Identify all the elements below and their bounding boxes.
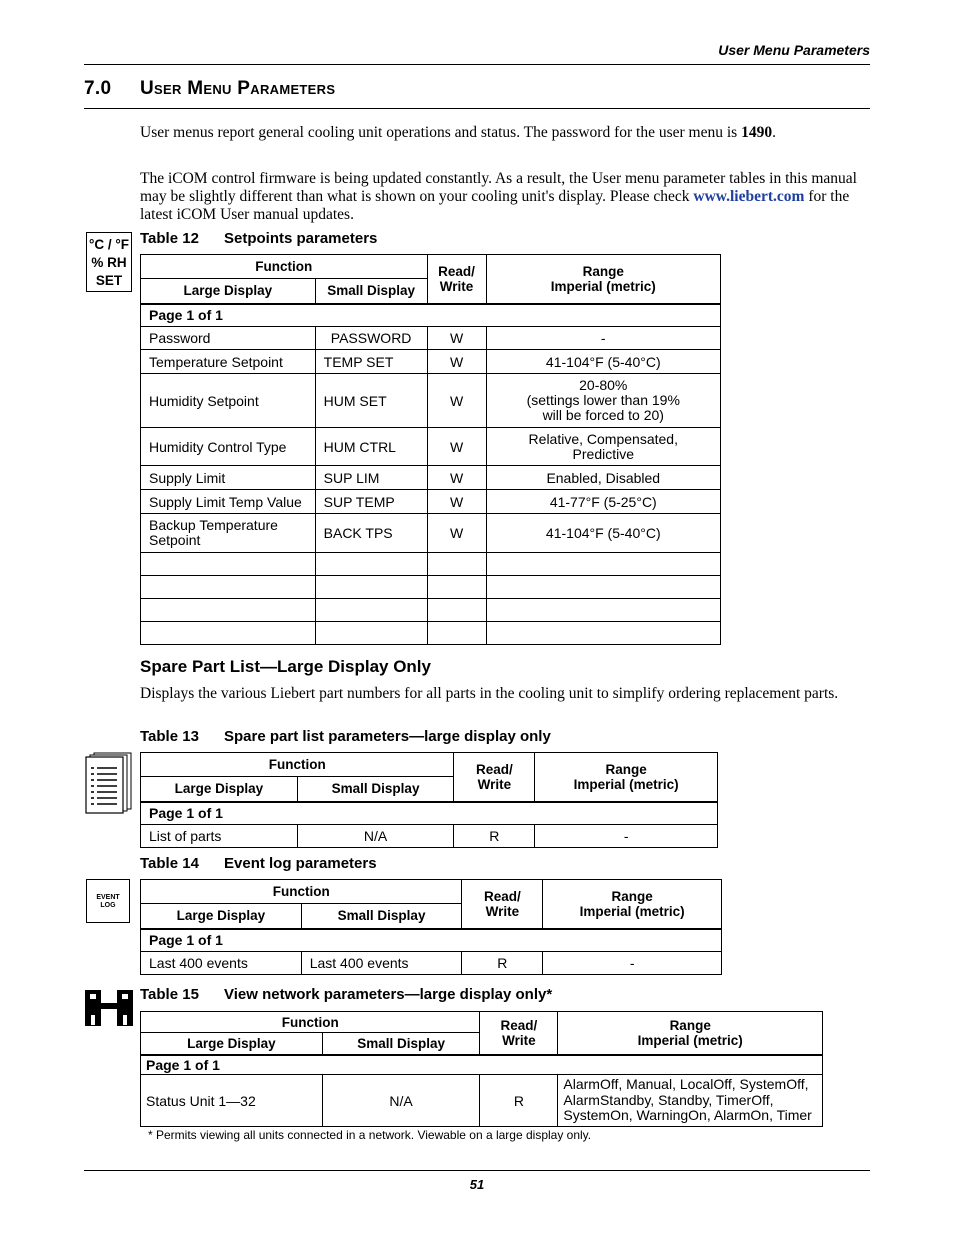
page-indicator: Page 1 of 1: [141, 1055, 823, 1075]
cell-small: TEMP SET: [315, 350, 427, 374]
table-row: [141, 825, 718, 848]
cell-large: Humidity Setpoint: [141, 374, 316, 428]
table-row: [141, 490, 721, 514]
write-label: Write: [485, 903, 520, 919]
running-header: User Menu Parameters: [718, 42, 870, 58]
table13-label: Table 13: [140, 728, 199, 745]
cell-large: Password: [141, 327, 316, 350]
spare-part-table: [140, 752, 718, 848]
cell-large: Humidity Control Type: [141, 428, 316, 466]
cell-rw: W: [427, 514, 486, 553]
cell-small: SUP LIM: [315, 466, 427, 490]
page-indicator: Page 1 of 1: [141, 929, 722, 952]
section-rule: [84, 108, 870, 109]
intro-paragraph-1: [140, 124, 870, 142]
parts-list-icon: [85, 752, 133, 814]
footer-rule: [84, 1170, 870, 1171]
empty-row: [141, 622, 721, 645]
cell-small: Last 400 events: [301, 952, 462, 975]
large-line: Backup Temperature: [149, 517, 278, 533]
cell-range: 41-104°F (5-40°C): [486, 350, 720, 374]
icon-line-log: LOG: [100, 902, 116, 909]
intro-p2-end: for the latest iCOM User manual updates.: [140, 188, 850, 223]
section-number: 7.0: [84, 78, 112, 99]
cell-range: 41-77°F (5-25°C): [486, 490, 720, 514]
table-row: [141, 428, 721, 466]
table-row: [141, 350, 721, 374]
write-label: Write: [477, 776, 512, 792]
cell-large: Supply Limit: [141, 466, 316, 490]
icon-line-rh: % RH: [91, 255, 127, 270]
cell-small: PASSWORD: [315, 327, 427, 350]
range-label: Range: [669, 1017, 711, 1033]
table-row: [141, 327, 721, 350]
table12-caption: [140, 230, 377, 247]
table-row: [141, 466, 721, 490]
setpoints-icon: [86, 232, 132, 292]
intro-p1-text: User menus report general cooling unit operations and status. The password for the user menu is: [140, 124, 742, 141]
range-line: will be forced to 20): [542, 407, 664, 423]
cell-rw: R: [462, 952, 543, 975]
imperial-label: Imperial (metric): [637, 1032, 743, 1048]
imperial-label: Imperial (metric): [550, 278, 656, 294]
cell-range: Enabled, Disabled: [486, 466, 720, 490]
col-large-display: Large Display: [141, 1033, 323, 1055]
write-label: Write: [439, 278, 474, 294]
col-range: [543, 880, 722, 929]
cell-small: SUP TEMP: [315, 490, 427, 514]
col-range: [486, 255, 720, 304]
range-label: Range: [582, 263, 624, 279]
table14-label: Table 14: [140, 855, 199, 872]
cell-small: BACK TPS: [315, 514, 427, 553]
icon-line-temp: °C / °F: [88, 237, 130, 252]
intro-p1-end: .: [772, 124, 776, 141]
cell-small: N/A: [322, 1075, 480, 1127]
cell-range: -: [486, 327, 720, 350]
range-line: SystemOn, WarningOn, AlarmOn, Timer: [563, 1107, 812, 1124]
col-large-display: Large Display: [141, 904, 302, 929]
table-row: [141, 514, 721, 553]
empty-row: [141, 599, 721, 622]
col-read-write: [462, 880, 543, 929]
range-label: Range: [611, 888, 653, 904]
cell-rw: W: [427, 374, 486, 428]
page-indicator: Page 1 of 1: [141, 802, 718, 825]
cell-range: [486, 428, 720, 466]
spare-part-subhead: Spare Part List—Large Display Only: [140, 657, 431, 676]
cell-large: Last 400 events: [141, 952, 302, 975]
large-line: Setpoint: [149, 532, 201, 548]
cell-rw: W: [427, 490, 486, 514]
imperial-label: Imperial (metric): [579, 903, 685, 919]
col-large-display: Large Display: [141, 777, 298, 802]
col-large-display: Large Display: [141, 279, 316, 304]
liebert-link[interactable]: www.liebert.com: [693, 188, 805, 205]
page-indicator: Page 1 of 1: [141, 304, 721, 327]
cell-large: List of parts: [141, 825, 298, 848]
spare-part-paragraph: Displays the various Liebert part numbers for all parts in the cooling unit to simplify ordering replacement parts.: [140, 685, 839, 702]
icon-line-set: SET: [95, 273, 123, 288]
imperial-label: Imperial (metric): [573, 776, 679, 792]
range-line: AlarmOff, Manual, LocalOff, SystemOff,: [563, 1076, 809, 1093]
read-label: Read/: [475, 761, 513, 777]
cell-rw: W: [427, 428, 486, 466]
range-label: Range: [605, 761, 647, 777]
read-label: Read/: [438, 263, 475, 279]
range-line: AlarmStandby, Standby, TimerOff,: [563, 1091, 774, 1108]
table12-title: Setpoints parameters: [224, 230, 378, 247]
section-title: [84, 78, 335, 100]
write-label: Write: [502, 1032, 536, 1048]
table-row: [141, 952, 722, 975]
empty-row: [141, 576, 721, 599]
cell-range: -: [535, 825, 718, 848]
table-row: [141, 374, 721, 428]
cell-large: Temperature Setpoint: [141, 350, 316, 374]
cell-large: [141, 514, 316, 553]
cell-rw: R: [480, 1075, 558, 1127]
setpoints-table: [140, 254, 721, 645]
cell-small: N/A: [297, 825, 454, 848]
range-line: Predictive: [572, 445, 634, 462]
col-function: Function: [141, 880, 462, 904]
network-icon: [84, 989, 134, 1027]
cell-rw: W: [427, 350, 486, 374]
col-read-write: [480, 1012, 558, 1055]
table13-caption: [140, 728, 551, 745]
table14-caption: [140, 855, 377, 872]
event-log-icon: [86, 879, 130, 923]
table15-label: Table 15: [140, 986, 199, 1003]
table14-title: Event log parameters: [224, 855, 377, 872]
cell-range: [486, 374, 720, 428]
icon-line-event: EVENT: [96, 894, 120, 901]
cell-large: Status Unit 1—32: [141, 1075, 323, 1127]
col-read-write: [454, 753, 535, 802]
cell-range: 41-104°F (5-40°C): [486, 514, 720, 553]
cell-small: HUM CTRL: [315, 428, 427, 466]
table-row: [141, 1075, 823, 1127]
col-function: Function: [141, 1012, 480, 1033]
intro-p2-text: The iCOM control firmware is being updated constantly. As a result, the User menu parameter tables in this manual may be slightly different than what is shown on your cooling unit's display. Please check: [140, 170, 857, 205]
cell-rw: W: [427, 327, 486, 350]
table15-title: View network parameters—large display only*: [224, 986, 553, 1003]
range-line: 20-80%: [579, 377, 628, 393]
read-label: Read/: [500, 1017, 538, 1033]
cell-range: -: [543, 952, 722, 975]
cell-rw: W: [427, 466, 486, 490]
password-value: 1490: [741, 124, 773, 141]
table13-title: Spare part list parameters—large display only: [224, 728, 551, 745]
col-small-display: Small Display: [301, 904, 462, 929]
event-log-table: [140, 879, 722, 975]
col-small-display: Small Display: [297, 777, 454, 802]
col-read-write: [427, 255, 486, 304]
empty-row: [141, 553, 721, 576]
page-number: 51: [469, 1177, 485, 1192]
col-function: Function: [141, 753, 454, 777]
table12-label: Table 12: [140, 230, 199, 247]
range-line: Relative, Compensated,: [528, 430, 678, 447]
section-title-text: User Menu Parameters: [140, 78, 336, 99]
header-rule: [84, 64, 870, 65]
col-range: [535, 753, 718, 802]
col-range: [558, 1012, 823, 1055]
cell-small: HUM SET: [315, 374, 427, 428]
read-label: Read/: [483, 888, 521, 904]
range-line: (settings lower than 19%: [526, 392, 680, 408]
col-small-display: Small Display: [315, 279, 427, 304]
cell-large: Supply Limit Temp Value: [141, 490, 316, 514]
cell-range: [558, 1075, 823, 1127]
col-small-display: Small Display: [322, 1033, 480, 1055]
cell-rw: R: [454, 825, 535, 848]
table15-caption: [140, 986, 552, 1003]
network-table: [140, 1011, 823, 1127]
footnote: * Permits viewing all units connected in a network. Viewable on a large display only.: [148, 1128, 592, 1142]
col-function: Function: [141, 255, 428, 279]
intro-paragraph-2: [140, 170, 870, 224]
